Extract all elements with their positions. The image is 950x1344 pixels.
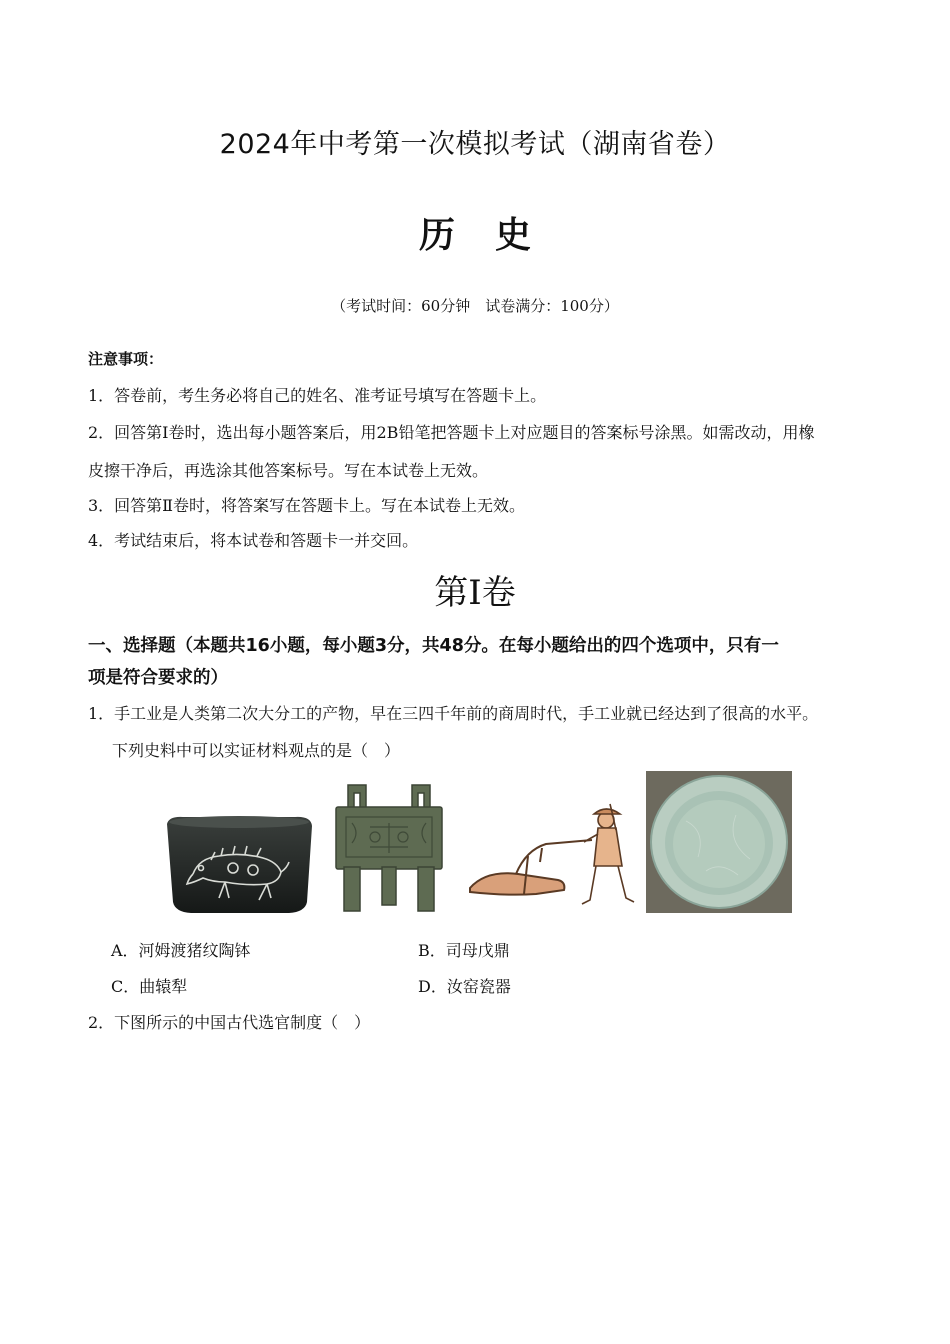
section-heading-cont: 项是符合要求的） [88, 668, 228, 688]
celadon-dish-image [646, 771, 792, 913]
option-b[interactable]: B．司母戊鼎 [418, 941, 510, 960]
subject-title: 历史 [418, 215, 571, 256]
note-item: 皮擦干净后，再选涂其他答案标号。写在本试卷上无效。 [88, 461, 489, 480]
plough-image [466, 800, 638, 912]
option-a[interactable]: A．河姆渡猪纹陶钵 [111, 941, 251, 960]
note-item: 1．答卷前，考生务必将自己的姓名、准考证号填写在答题卡上。 [88, 386, 547, 405]
option-d[interactable]: D．汝窑瓷器 [418, 977, 511, 996]
part-title: 第Ⅰ卷 [434, 573, 516, 613]
exam-title: 2024年中考第一次模拟考试（湖南省卷） [219, 129, 731, 160]
option-c[interactable]: C．曲辕犁 [111, 977, 188, 996]
note-item: 3．回答第Ⅱ卷时，将答案写在答题卡上。写在本试卷上无效。 [88, 496, 526, 515]
question-1-stem-cont: 下列史料中可以实证材料观点的是（ ） [112, 741, 401, 760]
note-item: 4．考试结束后，将本试卷和答题卡一并交回。 [88, 531, 419, 550]
exam-info: （考试时间：60分钟 试卷满分：100分） [331, 297, 619, 315]
question-2-stem: 2．下图所示的中国古代选官制度（ ） [88, 1013, 371, 1032]
question-1-stem: 1．手工业是人类第二次大分工的产物，早在三四千年前的商周时代，手工业就已经达到了很高的水平。 [88, 704, 819, 723]
note-item: 2．回答第Ⅰ卷时，选出每小题答案后，用2B铅笔把答题卡上对应题目的答案标号涂黑。如需改动，用橡 [88, 423, 815, 442]
notes-heading: 注意事项： [88, 350, 164, 368]
pottery-bowl-image [163, 812, 315, 916]
bronze-ding-image [330, 783, 448, 913]
section-heading: 一、选择题（本题共16小题，每小题3分，共48分。在每小题给出的四个选项中，只有一 [88, 636, 779, 656]
